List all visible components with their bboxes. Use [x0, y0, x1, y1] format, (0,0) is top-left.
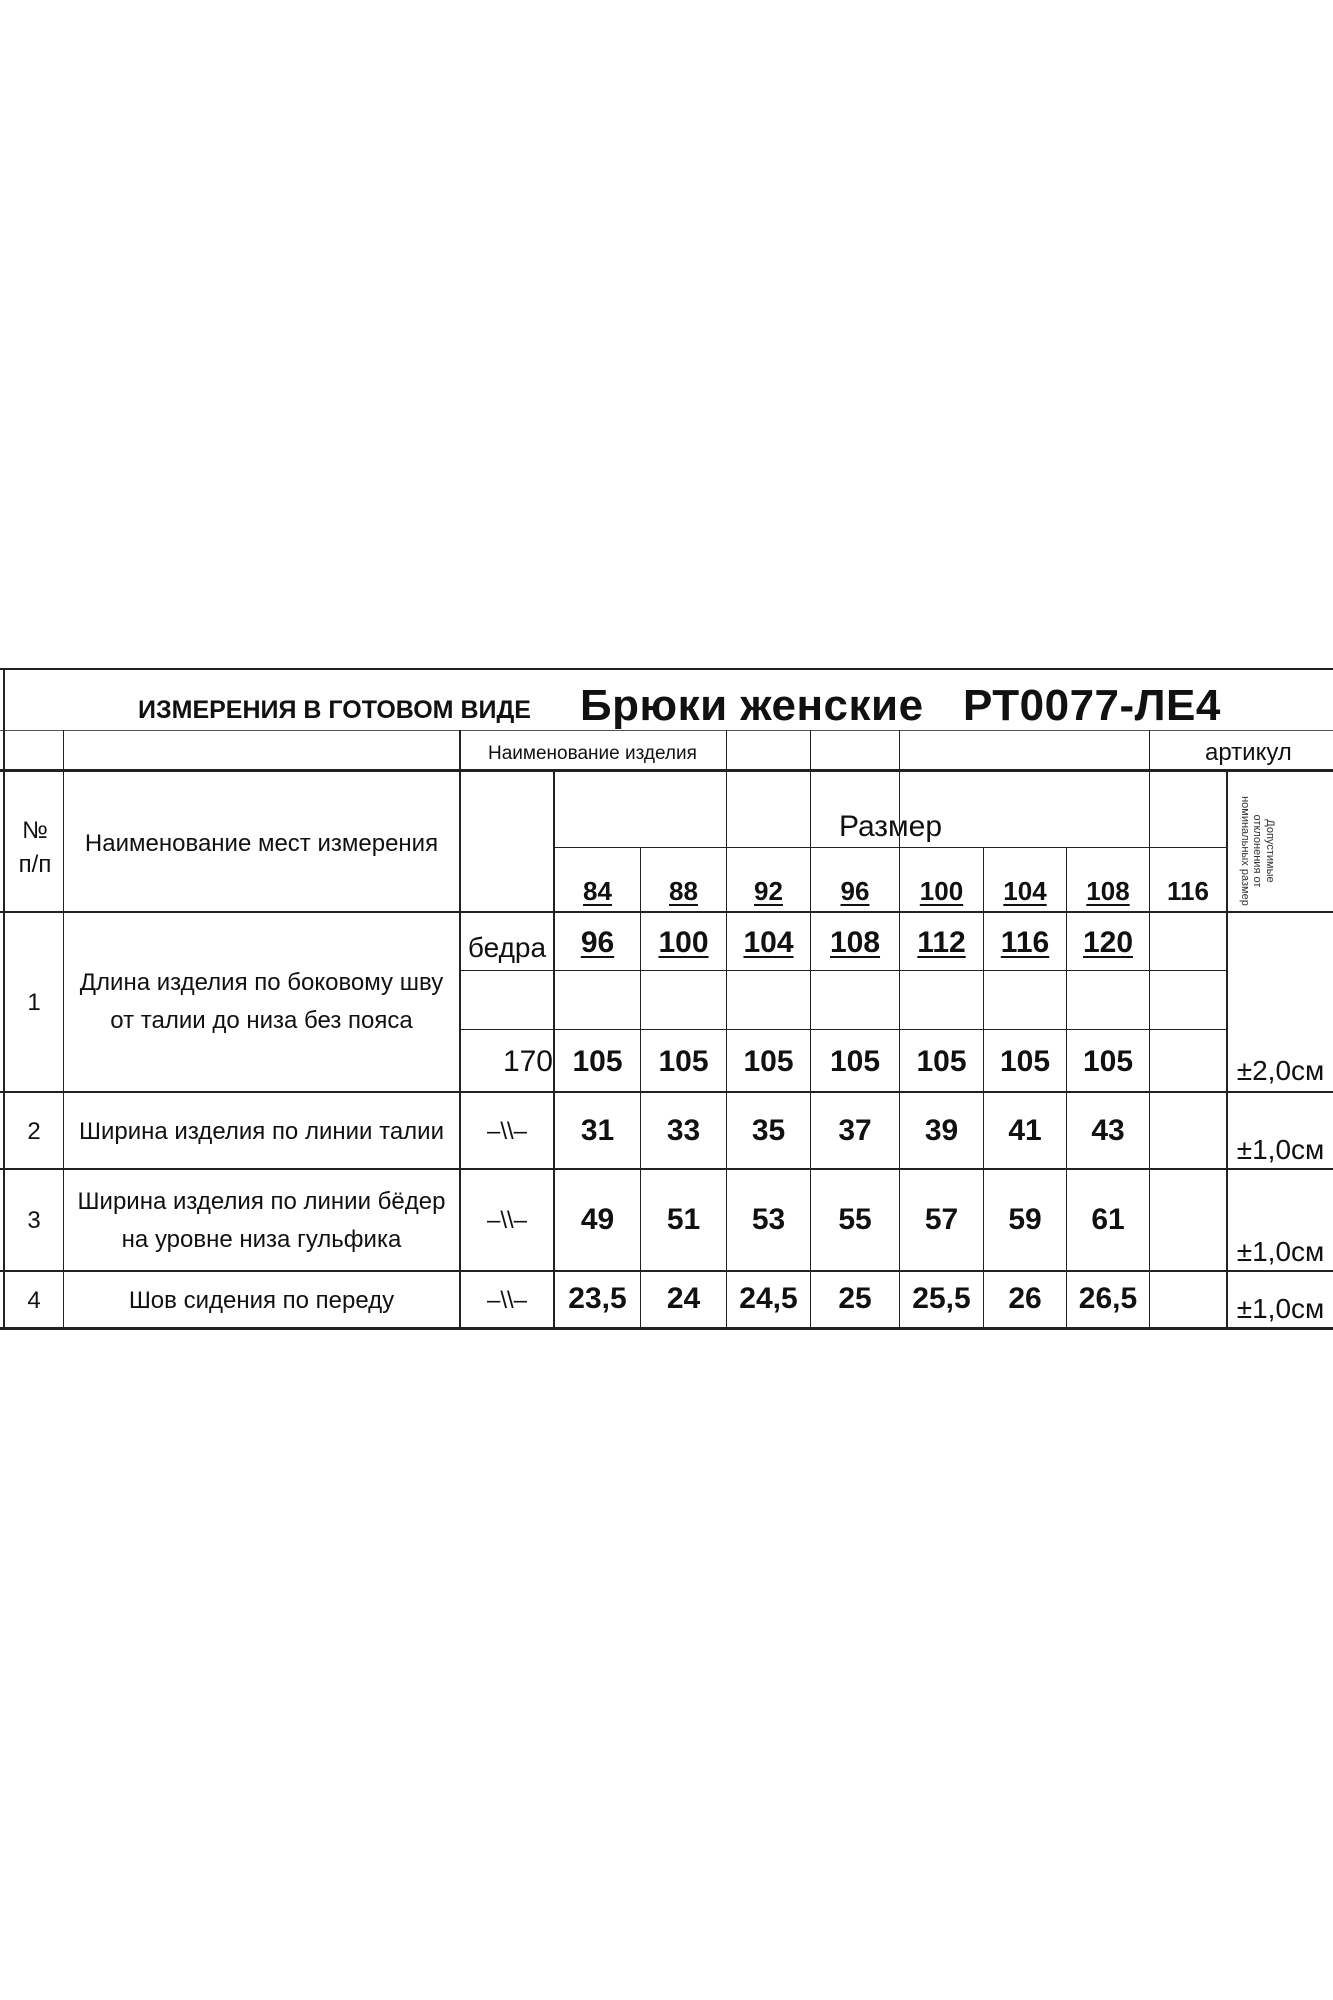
row1-length-4: 105 — [916, 1045, 967, 1078]
line-r1-bottom — [0, 1091, 1333, 1093]
row1-num: 1 — [27, 989, 41, 1016]
row3-name-line2: на уровне низа гульфика — [121, 1226, 402, 1253]
row4-value-5: 26 — [1008, 1282, 1042, 1315]
line-size-top — [553, 847, 1226, 848]
row3-value-6: 61 — [1091, 1203, 1125, 1236]
vline-c5 — [983, 848, 984, 1329]
row1-hip-5: 116 — [1000, 926, 1050, 959]
row4-name: Шов сидения по переду — [128, 1287, 395, 1314]
size-104: 104 — [1003, 876, 1047, 906]
row3-tolerance: ±1,0см — [1236, 1236, 1325, 1267]
row3-value-1: 51 — [666, 1203, 701, 1236]
row2-name: Ширина изделия по линии талии — [79, 1118, 444, 1145]
row1-length-0: 105 — [572, 1045, 623, 1078]
line-r2-bottom — [0, 1168, 1333, 1170]
row3-num: 3 — [27, 1207, 41, 1234]
row2-tolerance: ±1,0см — [1236, 1134, 1325, 1165]
row4-mark: –\\– — [486, 1287, 528, 1314]
size-116: 116 — [1167, 876, 1209, 906]
row2-value-6: 43 — [1091, 1114, 1125, 1147]
row1-length-6: 105 — [1082, 1045, 1134, 1078]
row3-value-4: 57 — [924, 1203, 959, 1236]
row1-tolerance: ±2,0см — [1236, 1055, 1325, 1086]
row2-value-3: 37 — [838, 1114, 872, 1147]
row4-value-1: 24 — [666, 1282, 701, 1315]
vline-c6 — [1066, 848, 1067, 1329]
row1-hip-1: 100 — [658, 926, 709, 959]
row2-value-5: 41 — [1008, 1114, 1042, 1147]
row4-value-3: 25 — [838, 1282, 872, 1315]
vline-c1 — [640, 848, 641, 1329]
size-header: Размер — [838, 810, 943, 843]
line-r1b — [459, 1029, 1226, 1030]
row1-hip-label: бедра — [467, 932, 547, 963]
row1-length-3: 105 — [829, 1045, 881, 1078]
product-label: Наименование изделия — [488, 743, 697, 764]
row2-mark: –\\– — [486, 1118, 528, 1145]
row4-value-4: 25,5 — [912, 1282, 971, 1315]
vline-name — [459, 730, 461, 1329]
row1-length-5: 105 — [999, 1045, 1051, 1078]
size-100: 100 — [919, 876, 964, 906]
row3-value-3: 55 — [838, 1203, 872, 1236]
line-r3-bottom — [0, 1270, 1333, 1272]
line-title-bottom — [0, 730, 1333, 731]
line-header-bottom — [0, 911, 1333, 913]
row2-value-0: 31 — [580, 1114, 615, 1147]
article-code: РТ0077-ЛЕ4 — [963, 681, 1221, 730]
size-108: 108 — [1086, 876, 1130, 906]
row3-mark: –\\– — [486, 1207, 528, 1234]
row1-name-line2: от талии до низа без пояса — [110, 1007, 413, 1034]
row4-value-6: 26,5 — [1078, 1282, 1138, 1315]
num-header: № п/п — [18, 817, 52, 878]
row4-num: 4 — [27, 1287, 41, 1314]
size-84: 84 — [583, 876, 612, 906]
line-header-top — [0, 769, 1333, 772]
row3-value-2: 53 — [751, 1203, 786, 1236]
tolerance-header: Допустимые отклонения от номинальных размер — [1238, 796, 1276, 906]
caption: ИЗМЕРЕНИЯ В ГОТОВОМ ВИДЕ — [138, 696, 531, 724]
line-top — [0, 668, 1333, 670]
row1-length-1: 105 — [658, 1045, 709, 1078]
product-title: Брюки женские — [580, 681, 924, 730]
row2-value-1: 33 — [666, 1114, 701, 1147]
size-88: 88 — [669, 876, 698, 906]
row3-name-line1: Ширина изделия по линии бёдер — [77, 1188, 446, 1215]
name-header: Наименование мест измерения — [84, 830, 439, 857]
row4-tolerance: ±1,0см — [1236, 1293, 1325, 1324]
row1-hip-3: 108 — [829, 926, 881, 959]
row4-value-2: 24,5 — [739, 1282, 798, 1315]
row1-height-label: 170 — [502, 1045, 553, 1078]
row1-name-line1: Длина изделия по боковому шву — [79, 969, 444, 996]
row2-value-4: 39 — [924, 1114, 959, 1147]
row2-num: 2 — [27, 1118, 41, 1145]
row1-hip-0: 96 — [580, 926, 615, 959]
row1-hip-4: 112 — [917, 926, 966, 959]
size-96: 96 — [840, 876, 870, 906]
row3-value-5: 59 — [1008, 1203, 1042, 1236]
size-92: 92 — [754, 876, 783, 906]
row2-value-2: 35 — [751, 1114, 786, 1147]
row1-length-2: 105 — [743, 1045, 794, 1078]
line-bottom — [0, 1327, 1333, 1330]
row3-value-0: 49 — [580, 1203, 615, 1236]
line-r1a — [459, 970, 1226, 971]
row4-value-0: 23,5 — [568, 1282, 627, 1315]
article-label: артикул — [1205, 739, 1292, 766]
row1-hip-2: 104 — [743, 926, 794, 959]
row1-hip-6: 120 — [1082, 926, 1134, 959]
